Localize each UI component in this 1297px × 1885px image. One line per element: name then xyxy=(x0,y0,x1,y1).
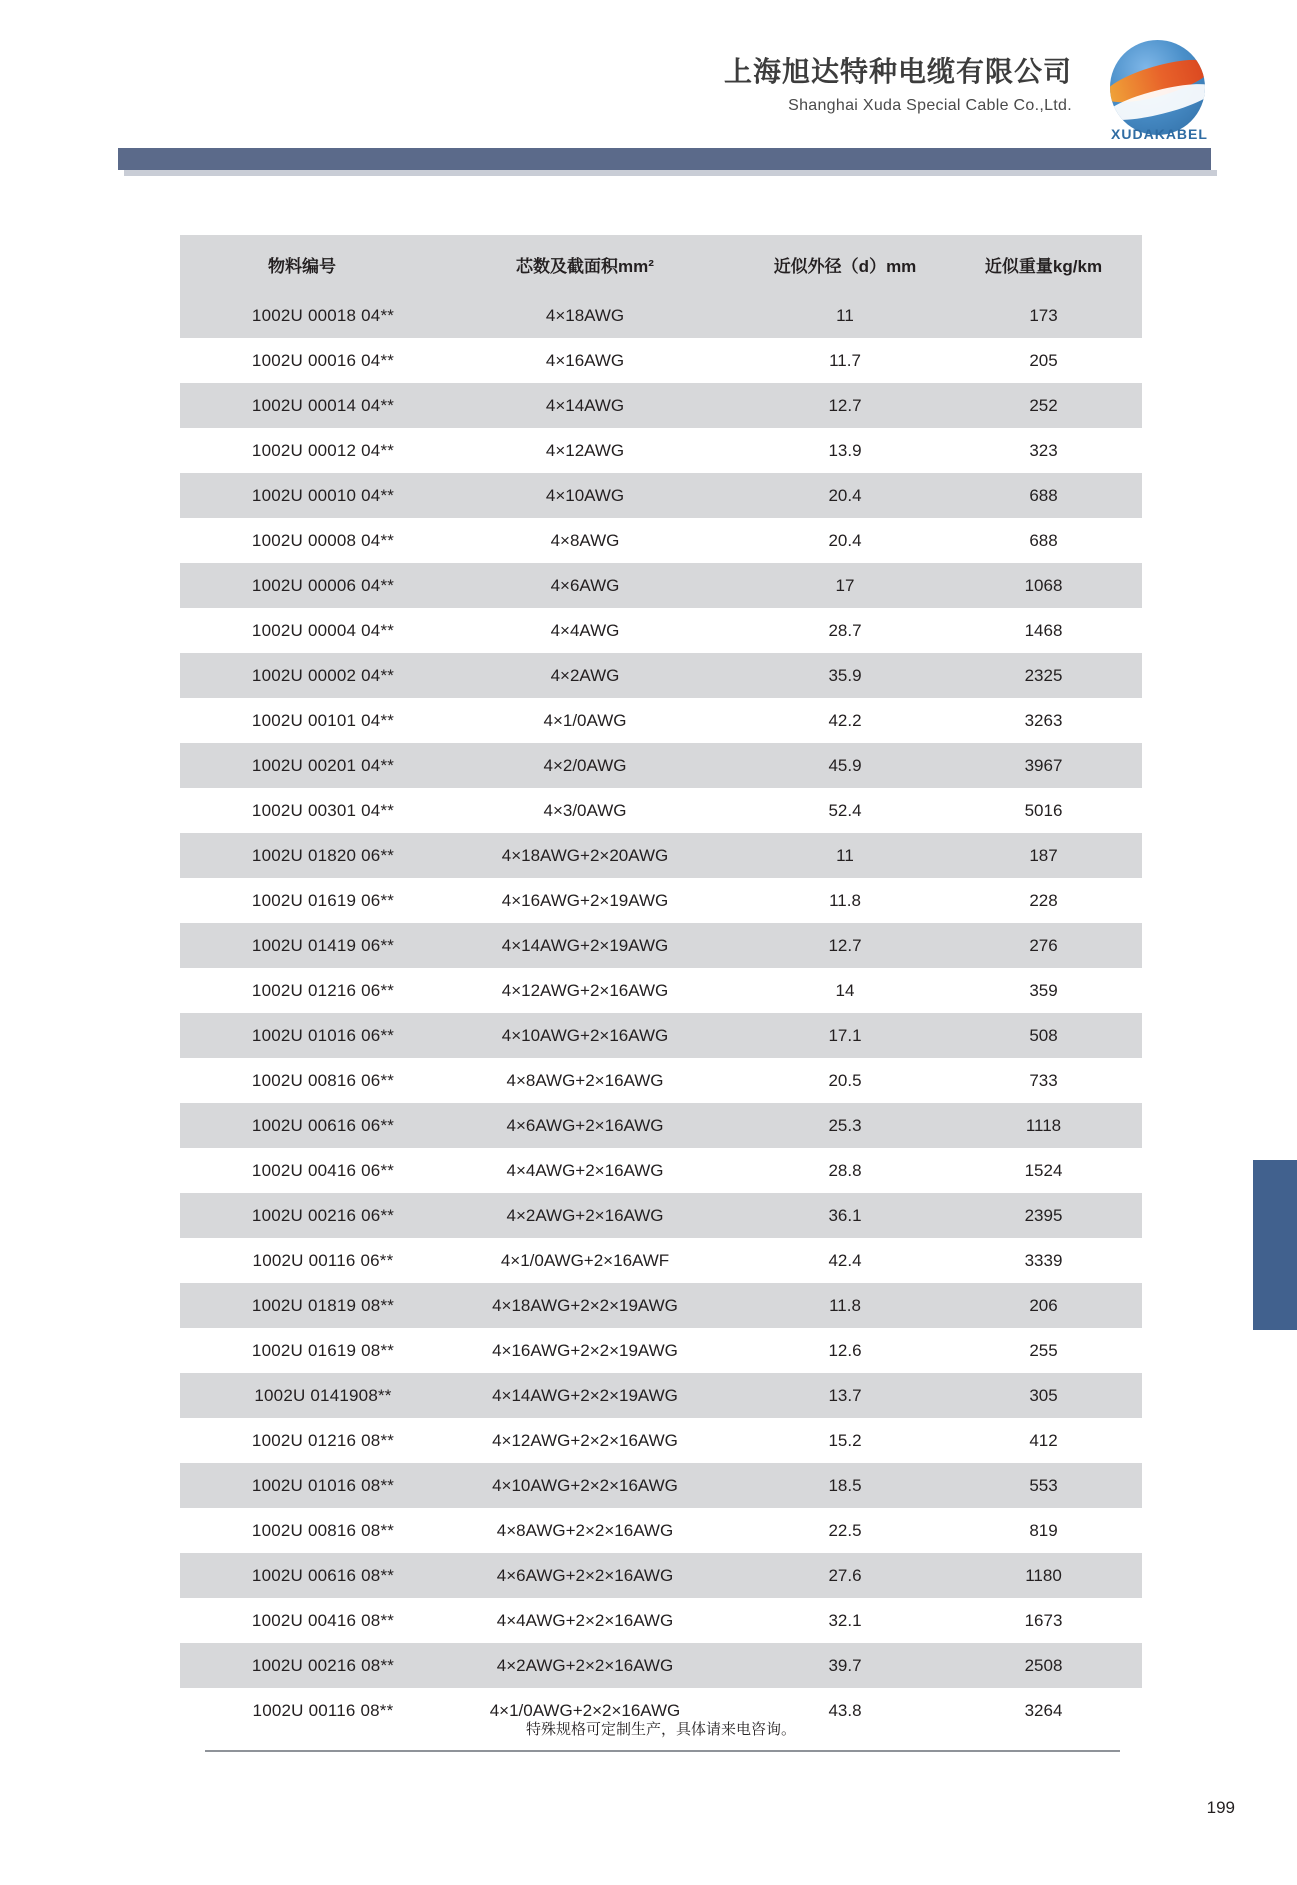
table-row xyxy=(180,518,1142,563)
table-row xyxy=(180,1418,1142,1463)
cell-outer-diameter: 20.5 xyxy=(745,1058,945,1103)
table-row xyxy=(180,1553,1142,1598)
cell-weight: 359 xyxy=(945,968,1142,1013)
table-row xyxy=(180,293,1142,338)
company-logo xyxy=(1082,40,1237,140)
cell-cores-section: 4×8AWG+2×16AWG xyxy=(425,1058,745,1103)
footer-divider xyxy=(205,1750,1120,1752)
cell-cores-section: 4×18AWG+2×2×19AWG xyxy=(425,1283,745,1328)
table-row xyxy=(180,1193,1142,1238)
specification-table xyxy=(180,235,1142,1733)
cell-weight: 205 xyxy=(945,338,1142,383)
cell-cores-section: 4×4AWG xyxy=(425,608,745,653)
cell-outer-diameter: 28.7 xyxy=(745,608,945,653)
cell-part-number: 1002U 00616 08** xyxy=(180,1553,425,1598)
cell-weight: 688 xyxy=(945,518,1142,563)
cell-cores-section: 4×18AWG xyxy=(425,293,745,338)
cell-cores-section: 4×14AWG xyxy=(425,383,745,428)
cell-cores-section: 4×10AWG+2×16AWG xyxy=(425,1013,745,1058)
cell-outer-diameter: 25.3 xyxy=(745,1103,945,1148)
table-row xyxy=(180,1328,1142,1373)
cell-outer-diameter: 11.8 xyxy=(745,878,945,923)
cell-cores-section: 4×12AWG xyxy=(425,428,745,473)
cell-part-number: 1002U 01619 08** xyxy=(180,1328,425,1373)
cell-cores-section: 4×16AWG xyxy=(425,338,745,383)
cell-outer-diameter: 39.7 xyxy=(745,1643,945,1688)
cell-outer-diameter: 12.6 xyxy=(745,1328,945,1373)
cell-part-number: 1002U 0141908** xyxy=(180,1373,425,1418)
cell-weight: 3264 xyxy=(945,1688,1142,1733)
cell-weight: 255 xyxy=(945,1328,1142,1373)
cell-part-number: 1002U 01820 06** xyxy=(180,833,425,878)
cell-part-number: 1002U 00014 04** xyxy=(180,383,425,428)
cell-outer-diameter: 52.4 xyxy=(745,788,945,833)
cell-outer-diameter: 42.2 xyxy=(745,698,945,743)
cell-weight: 323 xyxy=(945,428,1142,473)
table-row xyxy=(180,1643,1142,1688)
cell-part-number: 1002U 00018 04** xyxy=(180,293,425,338)
header-accent-bar-shadow xyxy=(124,170,1217,176)
table-row xyxy=(180,878,1142,923)
cell-cores-section: 4×1/0AWG xyxy=(425,698,745,743)
cell-cores-section: 4×1/0AWG+2×16AWF xyxy=(425,1238,745,1283)
table-row xyxy=(180,1058,1142,1103)
table-row xyxy=(180,428,1142,473)
cell-weight: 2325 xyxy=(945,653,1142,698)
logo-globe-icon xyxy=(1110,40,1205,135)
cell-outer-diameter: 27.6 xyxy=(745,1553,945,1598)
cell-cores-section: 4×2AWG+2×2×16AWG xyxy=(425,1643,745,1688)
cell-weight: 252 xyxy=(945,383,1142,428)
cell-cores-section: 4×4AWG+2×16AWG xyxy=(425,1148,745,1193)
cell-weight: 1180 xyxy=(945,1553,1142,1598)
cell-part-number: 1002U 00216 06** xyxy=(180,1193,425,1238)
cell-weight: 412 xyxy=(945,1418,1142,1463)
company-name-chinese: 上海旭达特种电缆有限公司 xyxy=(723,56,1072,87)
cell-cores-section: 4×12AWG+2×2×16AWG xyxy=(425,1418,745,1463)
cell-weight: 206 xyxy=(945,1283,1142,1328)
cell-outer-diameter: 11 xyxy=(745,293,945,338)
table-row xyxy=(180,1373,1142,1418)
header-accent-bar xyxy=(118,148,1211,170)
cell-cores-section: 4×2AWG+2×16AWG xyxy=(425,1193,745,1238)
cell-weight: 1673 xyxy=(945,1598,1142,1643)
table-row xyxy=(180,698,1142,743)
cell-part-number: 1002U 01419 06** xyxy=(180,923,425,968)
cell-weight: 1468 xyxy=(945,608,1142,653)
table-row xyxy=(180,743,1142,788)
cell-part-number: 1002U 00101 04** xyxy=(180,698,425,743)
table-row xyxy=(180,653,1142,698)
cell-part-number: 1002U 00006 04** xyxy=(180,563,425,608)
cell-outer-diameter: 12.7 xyxy=(745,383,945,428)
cell-part-number: 1002U 00116 08** xyxy=(180,1688,425,1733)
table-row xyxy=(180,923,1142,968)
cell-weight: 688 xyxy=(945,473,1142,518)
cell-cores-section: 4×3/0AWG xyxy=(425,788,745,833)
cell-weight: 733 xyxy=(945,1058,1142,1103)
cell-cores-section: 4×18AWG+2×20AWG xyxy=(425,833,745,878)
cell-cores-section: 4×8AWG+2×2×16AWG xyxy=(425,1508,745,1553)
cell-cores-section: 4×16AWG+2×2×19AWG xyxy=(425,1328,745,1373)
cell-outer-diameter: 11.7 xyxy=(745,338,945,383)
cell-part-number: 1002U 00416 06** xyxy=(180,1148,425,1193)
cell-part-number: 1002U 00216 08** xyxy=(180,1643,425,1688)
specification-table-container xyxy=(180,235,1142,1733)
table-row xyxy=(180,1463,1142,1508)
cell-outer-diameter: 36.1 xyxy=(745,1193,945,1238)
cell-part-number: 1002U 00201 04** xyxy=(180,743,425,788)
table-row xyxy=(180,1283,1142,1328)
cell-part-number: 1002U 00816 08** xyxy=(180,1508,425,1553)
cell-weight: 3339 xyxy=(945,1238,1142,1283)
cell-cores-section: 4×12AWG+2×16AWG xyxy=(425,968,745,1013)
cell-part-number: 1002U 01016 06** xyxy=(180,1013,425,1058)
column-header-outer-diameter: 近似外径（d）mm xyxy=(745,235,945,293)
cell-weight: 5016 xyxy=(945,788,1142,833)
table-row xyxy=(180,338,1142,383)
cell-cores-section: 4×2AWG xyxy=(425,653,745,698)
table-row xyxy=(180,1013,1142,1058)
cell-outer-diameter: 28.8 xyxy=(745,1148,945,1193)
company-name-english: Shanghai Xuda Special Cable Co.,Ltd. xyxy=(788,96,1072,114)
table-row xyxy=(180,608,1142,653)
cell-weight: 2395 xyxy=(945,1193,1142,1238)
table-row xyxy=(180,1103,1142,1148)
cell-outer-diameter: 43.8 xyxy=(745,1688,945,1733)
cell-outer-diameter: 12.7 xyxy=(745,923,945,968)
cell-cores-section: 4×6AWG xyxy=(425,563,745,608)
table-row xyxy=(180,833,1142,878)
cell-weight: 508 xyxy=(945,1013,1142,1058)
cell-part-number: 1002U 01216 08** xyxy=(180,1418,425,1463)
cell-weight: 2508 xyxy=(945,1643,1142,1688)
cell-part-number: 1002U 01619 06** xyxy=(180,878,425,923)
cell-weight: 305 xyxy=(945,1373,1142,1418)
cell-outer-diameter: 32.1 xyxy=(745,1598,945,1643)
cell-outer-diameter: 20.4 xyxy=(745,518,945,563)
cell-outer-diameter: 35.9 xyxy=(745,653,945,698)
column-header-part-number: 物料编号 xyxy=(180,235,425,293)
cell-cores-section: 4×10AWG+2×2×16AWG xyxy=(425,1463,745,1508)
cell-outer-diameter: 45.9 xyxy=(745,743,945,788)
cell-weight: 819 xyxy=(945,1508,1142,1553)
page-side-tab xyxy=(1253,1160,1297,1330)
company-name-block xyxy=(724,55,1072,115)
cell-outer-diameter: 17.1 xyxy=(745,1013,945,1058)
cell-cores-section: 4×4AWG+2×2×16AWG xyxy=(425,1598,745,1643)
logo-wordmark: XUDAKABEL xyxy=(1111,126,1208,142)
cell-outer-diameter: 11.8 xyxy=(745,1283,945,1328)
cell-outer-diameter: 17 xyxy=(745,563,945,608)
cell-cores-section: 4×14AWG+2×2×19AWG xyxy=(425,1373,745,1418)
footer-note: 特殊规格可定制生产，具体请来电咨询。 xyxy=(525,1721,796,1738)
cell-part-number: 1002U 00616 06** xyxy=(180,1103,425,1148)
cell-outer-diameter: 11 xyxy=(745,833,945,878)
page-number: 199 xyxy=(1206,1798,1235,1817)
cell-outer-diameter: 18.5 xyxy=(745,1463,945,1508)
page-header xyxy=(0,0,1297,180)
cell-cores-section: 4×6AWG+2×2×16AWG xyxy=(425,1553,745,1598)
column-header-weight: 近似重量kg/km xyxy=(945,235,1142,293)
cell-part-number: 1002U 01016 08** xyxy=(180,1463,425,1508)
cell-cores-section: 4×8AWG xyxy=(425,518,745,563)
cell-part-number: 1002U 00816 06** xyxy=(180,1058,425,1103)
cell-outer-diameter: 20.4 xyxy=(745,473,945,518)
cell-weight: 553 xyxy=(945,1463,1142,1508)
cell-part-number: 1002U 00004 04** xyxy=(180,608,425,653)
table-row xyxy=(180,383,1142,428)
cell-part-number: 1002U 01216 06** xyxy=(180,968,425,1013)
table-row xyxy=(180,1508,1142,1553)
cell-cores-section: 4×1/0AWG+2×2×16AWG xyxy=(425,1688,745,1733)
cell-weight: 228 xyxy=(945,878,1142,923)
column-header-cores-section: 芯数及截面积mm² xyxy=(425,235,745,293)
cell-weight: 1118 xyxy=(945,1103,1142,1148)
table-row xyxy=(180,473,1142,518)
cell-weight: 187 xyxy=(945,833,1142,878)
cell-outer-diameter: 15.2 xyxy=(745,1418,945,1463)
cell-part-number: 1002U 00116 06** xyxy=(180,1238,425,1283)
cell-part-number: 1002U 00416 08** xyxy=(180,1598,425,1643)
cell-part-number: 1002U 00301 04** xyxy=(180,788,425,833)
cell-outer-diameter: 13.9 xyxy=(745,428,945,473)
cell-weight: 3967 xyxy=(945,743,1142,788)
table-row xyxy=(180,563,1142,608)
cell-cores-section: 4×10AWG xyxy=(425,473,745,518)
cell-part-number: 1002U 00012 04** xyxy=(180,428,425,473)
table-row xyxy=(180,1598,1142,1643)
cell-cores-section: 4×6AWG+2×16AWG xyxy=(425,1103,745,1148)
cell-weight: 1068 xyxy=(945,563,1142,608)
cell-weight: 1524 xyxy=(945,1148,1142,1193)
cell-part-number: 1002U 00008 04** xyxy=(180,518,425,563)
cell-outer-diameter: 42.4 xyxy=(745,1238,945,1283)
cell-weight: 276 xyxy=(945,923,1142,968)
table-row xyxy=(180,1238,1142,1283)
cell-cores-section: 4×14AWG+2×19AWG xyxy=(425,923,745,968)
cell-cores-section: 4×16AWG+2×19AWG xyxy=(425,878,745,923)
table-body xyxy=(180,293,1142,1733)
cell-outer-diameter: 14 xyxy=(745,968,945,1013)
cell-outer-diameter: 13.7 xyxy=(745,1373,945,1418)
table-row xyxy=(180,968,1142,1013)
cell-outer-diameter: 22.5 xyxy=(745,1508,945,1553)
cell-part-number: 1002U 00010 04** xyxy=(180,473,425,518)
cell-weight: 173 xyxy=(945,293,1142,338)
cell-cores-section: 4×2/0AWG xyxy=(425,743,745,788)
cell-part-number: 1002U 00002 04** xyxy=(180,653,425,698)
table-header-row xyxy=(180,235,1142,293)
cell-weight: 3263 xyxy=(945,698,1142,743)
table-row xyxy=(180,788,1142,833)
cell-part-number: 1002U 01819 08** xyxy=(180,1283,425,1328)
cell-part-number: 1002U 00016 04** xyxy=(180,338,425,383)
table-row xyxy=(180,1148,1142,1193)
